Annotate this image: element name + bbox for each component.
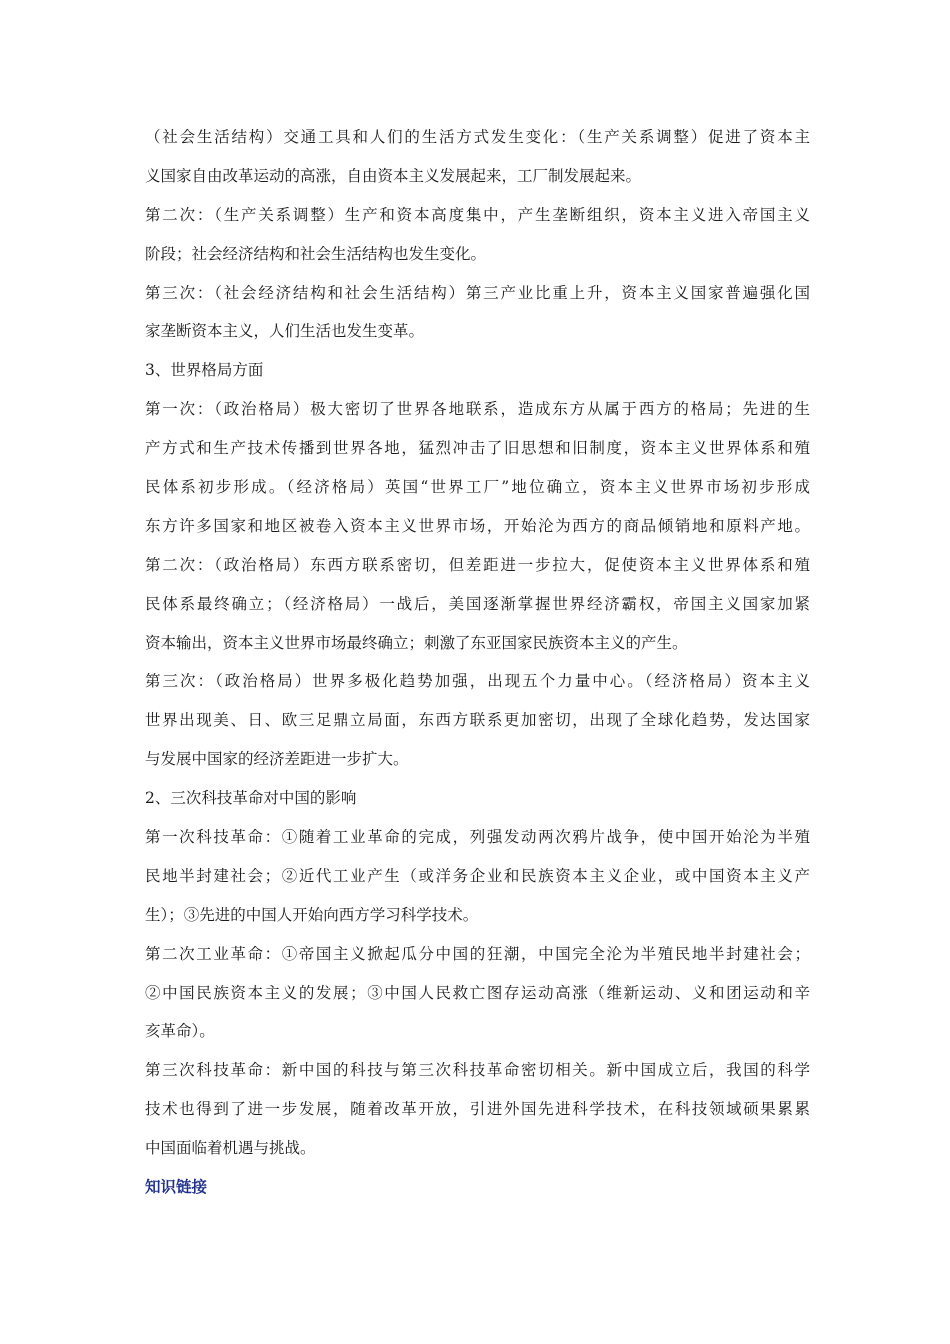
paragraph-line: 技术也得到了进一步发展，随着改革开放，引进外国先进科学技术，在科技领域硕果累累 xyxy=(145,1100,810,1119)
document-body xyxy=(145,122,810,1211)
paragraph-line: 亥革命）。 xyxy=(145,1022,215,1041)
paragraph-line: 义国家自由改革运动的高涨，自由资本主义发展起来，工厂制发展起来。 xyxy=(145,166,642,185)
section-title: 2、三次科技革命对中国的影响 xyxy=(145,789,357,808)
paragraph-line: 第三次：（社会经济结构和社会生活结构）第三产业比重上升，资本主义国家普遍强化国 xyxy=(145,283,810,302)
paragraph-line: 东方许多国家和地区被卷入资本主义世界市场，开始沦为西方的商品倾销地和原料产地。 xyxy=(145,516,810,535)
paragraph-line: 产方式和生产技术传播到世界各地，猛烈冲击了旧思想和旧制度，资本主义世界体系和殖 xyxy=(145,439,810,458)
paragraph-line: 与发展中国家的经济差距进一步扩大。 xyxy=(145,750,409,769)
paragraph-line: 民体系初步形成。（经济格局）英国“世界工厂”地位确立，资本主义世界市场初步形成 xyxy=(145,478,810,497)
paragraph-line: 中国面临着机遇与挑战。 xyxy=(145,1139,316,1158)
paragraph-line: ②中国民族资本主义的发展；③中国人民救亡图存运动高涨（维新运动、义和团运动和辛 xyxy=(145,983,810,1002)
paragraph-line: 阶段；社会经济结构和社会生活结构也发生变化。 xyxy=(145,244,487,263)
paragraph-line: 第二次：（生产关系调整）生产和资本高度集中，产生垄断组织，资本主义进入帝国主义 xyxy=(145,205,810,224)
paragraph-line: 世界出现美、日、欧三足鼎立局面，东西方联系更加密切，出现了全球化趋势，发达国家 xyxy=(145,711,810,730)
paragraph-line: 第二次：（政治格局）东西方联系密切，但差距进一步拉大，促使资本主义世界体系和殖 xyxy=(145,555,810,574)
section-title: 3、世界格局方面 xyxy=(145,361,264,380)
paragraph-line: 民体系最终确立；（经济格局）一战后，美国逐渐掌握世界经济霸权，帝国主义国家加紧 xyxy=(145,594,810,613)
paragraph-line: 生）；③先进的中国人开始向西方学习科学技术。 xyxy=(145,905,479,924)
knowledge-link-heading: 知识链接 xyxy=(145,1178,208,1197)
paragraph-line: 第一次：（政治格局）极大密切了世界各地联系，造成东方从属于西方的格局；先进的生 xyxy=(145,400,810,419)
paragraph-line: 第三次科技革命：新中国的科技与第三次科技革命密切相关。新中国成立后，我国的科学 xyxy=(145,1061,810,1080)
paragraph-line: 第三次：（政治格局）世界多极化趋势加强，出现五个力量中心。（经济格局）资本主义 xyxy=(145,672,810,691)
paragraph-line: 资本输出，资本主义世界市场最终确立；刺激了东亚国家民族资本主义的产生。 xyxy=(145,633,688,652)
paragraph-line: （社会生活结构）交通工具和人们的生活方式发生变化：（生产关系调整）促进了资本主 xyxy=(145,128,810,146)
paragraph-line: 民地半封建社会；②近代工业产生（或洋务企业和民族资本主义企业，或中国资本主义产 xyxy=(145,866,810,885)
paragraph-line: 第一次科技革命：①随着工业革命的完成，列强发动两次鸦片战争，使中国开始沦为半殖 xyxy=(145,828,810,847)
paragraph-line: 第二次工业革命：①帝国主义掀起瓜分中国的狂潮，中国完全沦为半殖民地半封建社会； xyxy=(145,944,810,963)
paragraph-line: 家垄断资本主义，人们生活也发生变革。 xyxy=(145,322,425,341)
